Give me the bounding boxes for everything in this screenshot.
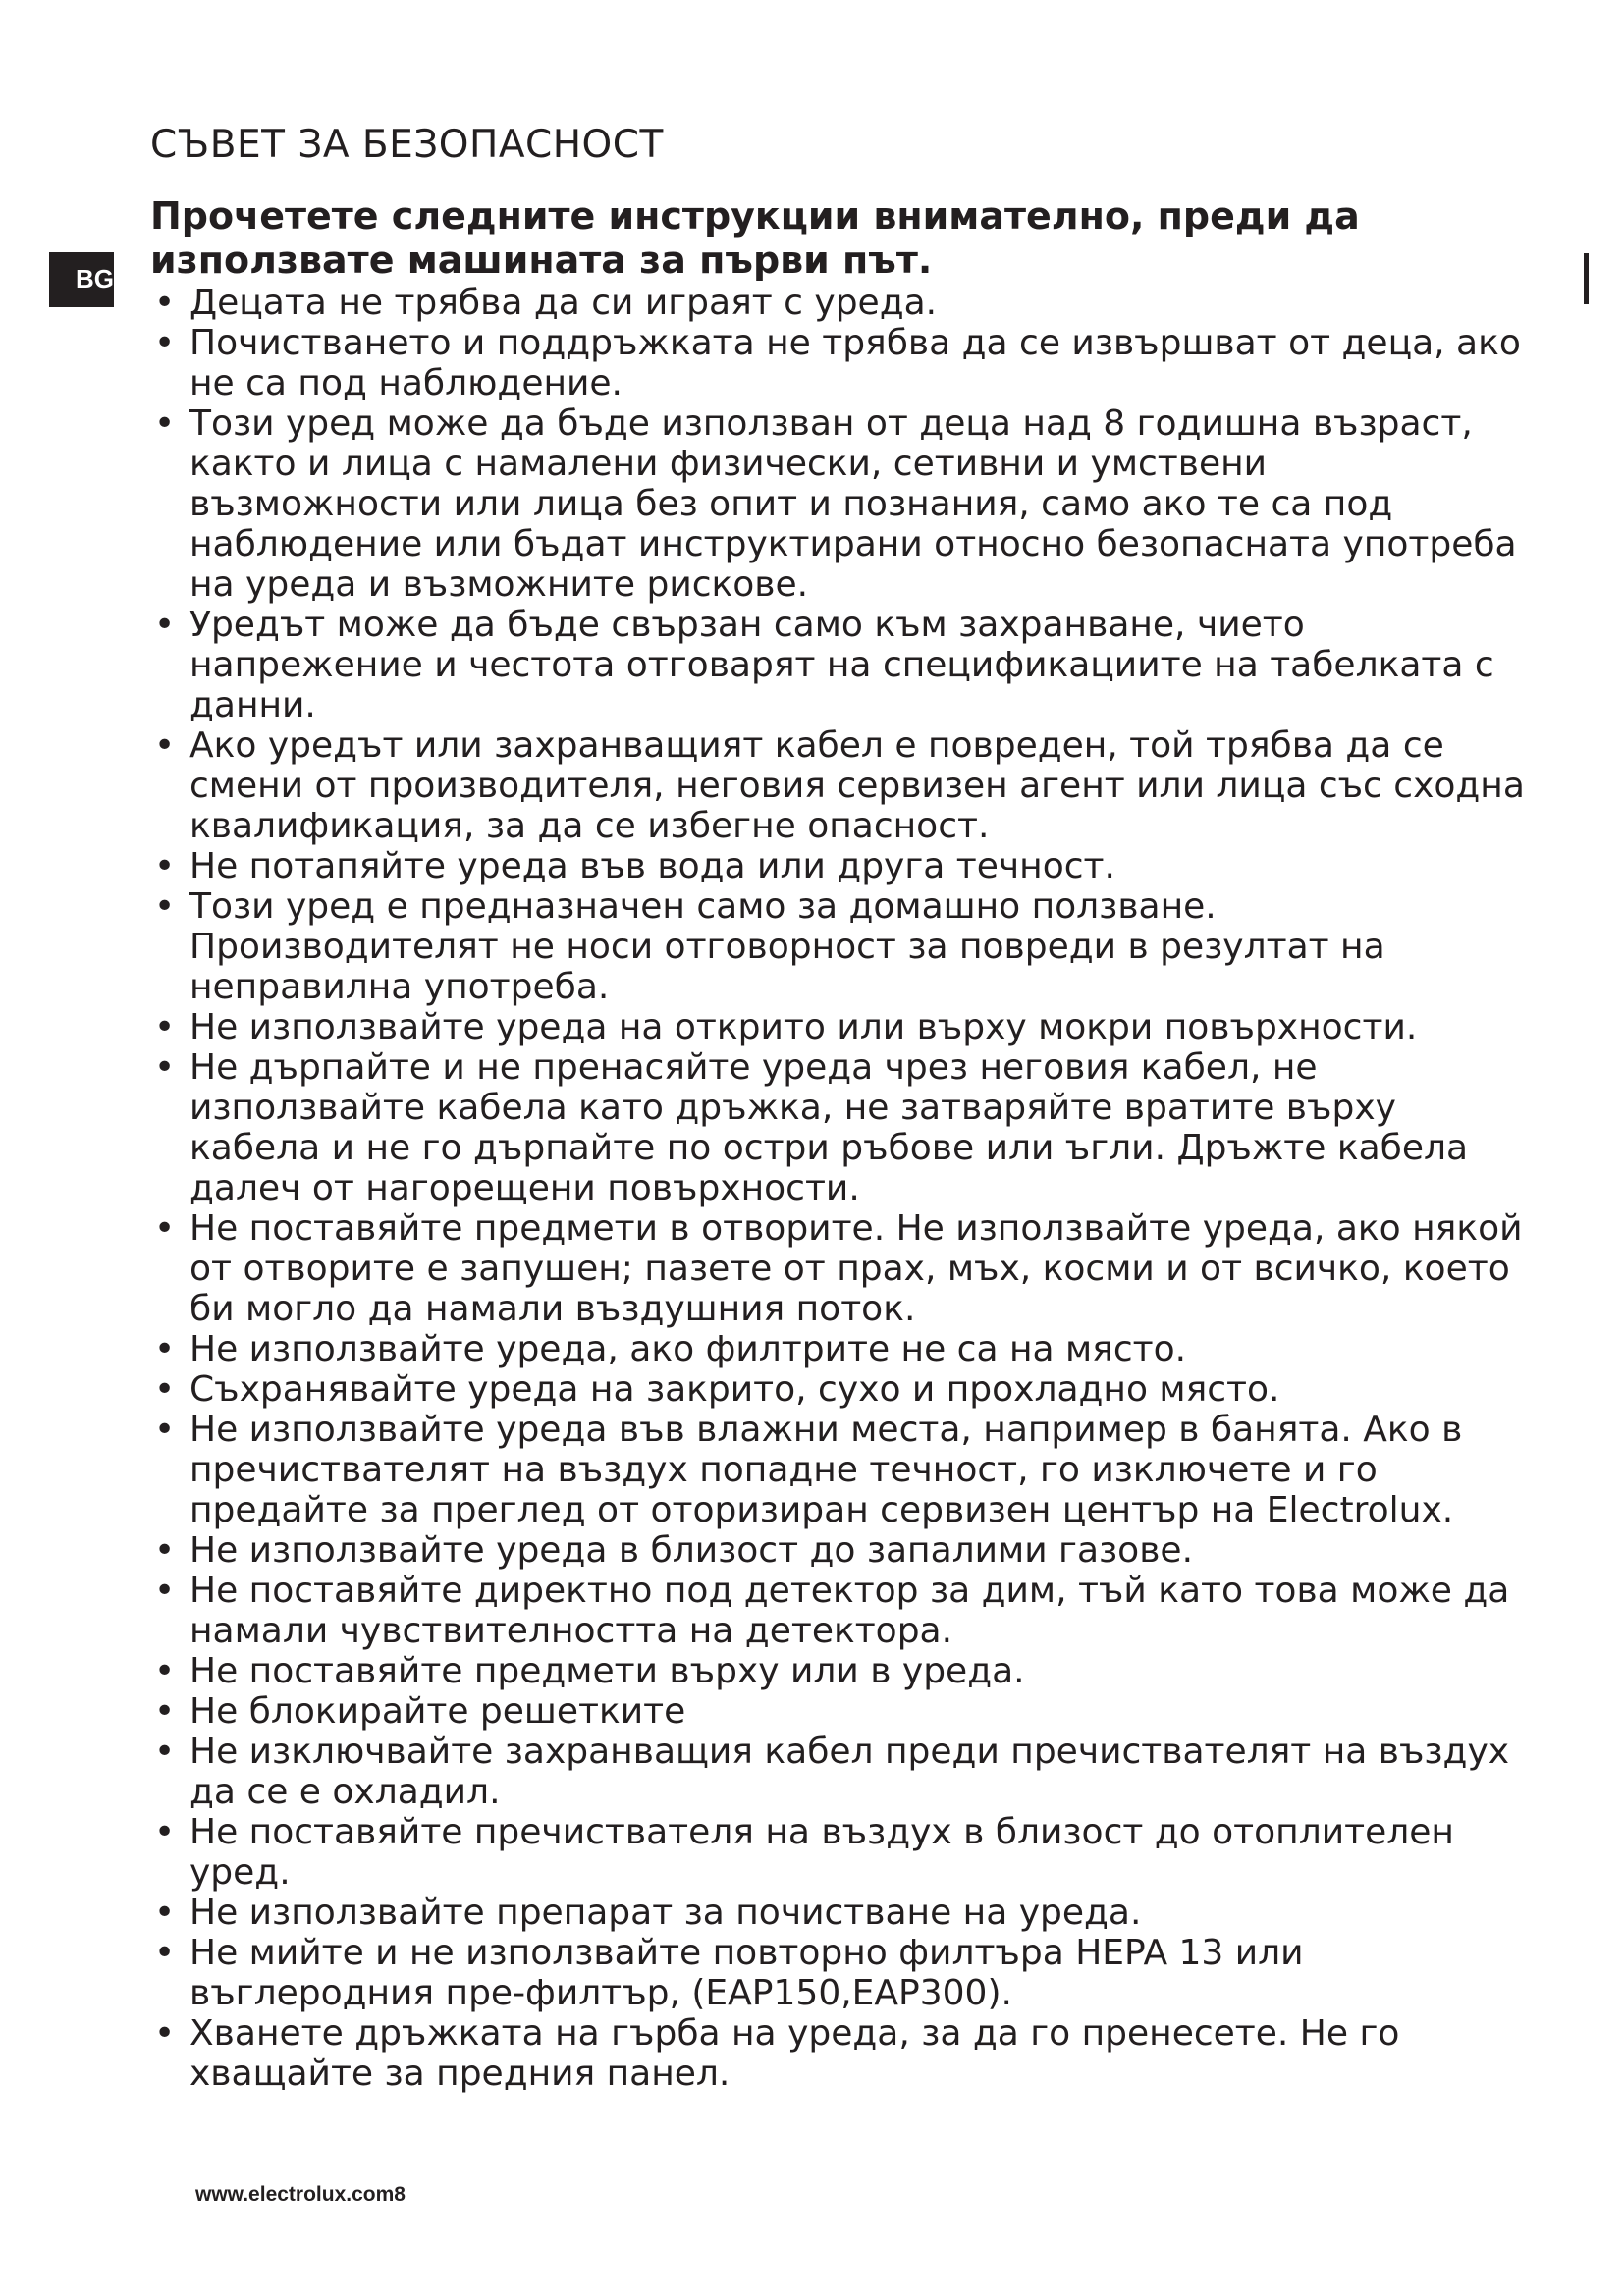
bullet-icon: • [154,725,176,766]
safety-rule-text: Не използвайте уреда в близост до запалими газове. [189,1530,1194,1571]
bullet-icon: • [154,403,176,444]
safety-rule-text: Не поставяйте пречиствателя на въздух в близост до отоплителен уред. [189,1812,1454,1893]
safety-rule [150,323,1525,403]
bullet-icon: • [154,1893,176,1933]
safety-rule [150,1893,1525,1933]
bullet-icon: • [154,1007,176,1047]
bullet-icon: • [154,1208,176,1249]
safety-rule [150,605,1525,725]
safety-rule [150,1007,1525,1047]
bullet-icon: • [154,886,176,927]
safety-rule [150,1933,1525,2013]
safety-rule [150,1732,1525,1812]
bullet-icon: • [154,1691,176,1732]
bullet-icon: • [154,1410,176,1450]
safety-rule [150,725,1525,846]
safety-rule-text: Почистването и поддръжката не трябва да се извършват от деца, ако не са под наблюдение. [189,323,1521,403]
safety-rule-text: Този уред може да бъде използван от деца над 8 годишна възраст, както и лица с намалени физически, сетивни и умствени възможности или лица без опит и познания, само ако те са под наблюдение или бъдат инструктирани относно безопасната употреба на уреда и възможните рискове. [189,403,1517,605]
bullet-icon: • [154,1812,176,1852]
bullet-icon: • [154,283,176,323]
bullet-icon: • [154,1732,176,1772]
safety-rule-text: Не използвайте уреда, ако филтрите не са на място. [189,1329,1187,1369]
safety-rule-text: Не използвайте препарат за почистване на уреда. [189,1893,1142,1933]
bullet-icon: • [154,1933,176,1973]
bullet-icon: • [154,1651,176,1691]
bullet-icon: • [154,1571,176,1611]
safety-rule [150,1410,1525,1530]
bullet-icon: • [154,846,176,886]
safety-rule [150,886,1525,1007]
safety-rule [150,846,1525,886]
safety-rule [150,1369,1525,1410]
safety-rule-text: Не поставяйте предмети върху или в уреда. [189,1651,1025,1691]
safety-rule [150,1329,1525,1369]
safety-rule [150,1530,1525,1571]
safety-rule [150,1691,1525,1732]
bullet-icon: • [154,323,176,363]
safety-rule-text: Не използвайте уреда на открито или върху мокри повърхности. [189,1007,1418,1047]
safety-rule-text: Не поставяйте директно под детектор за дим, тъй като това може да намали чувствителността на детектора. [189,1571,1510,1651]
safety-rule-text: Уредът може да бъде свързан само към захранване, чието напрежение и честота отговарят на спецификациите на табелката с данни. [189,605,1494,725]
safety-rule-text: Съхранявайте уреда на закрито, сухо и прохладно място. [189,1369,1280,1410]
safety-rules-list [150,283,1525,2094]
safety-rule-text: Не потапяйте уреда във вода или друга течност. [189,846,1115,886]
bullet-icon: • [154,1530,176,1571]
safety-rule-text: Този уред е предназначен само за домашно ползване. Производителят не носи отговорност за повреди в резултат на неправилна употреба. [189,886,1385,1007]
safety-rule-text: Не дърпайте и не пренасяйте уреда чрез неговия кабел, не използвайте кабела като дръжка, не затваряйте вратите върху кабела и не го дърпайте по остри ръбове или ъгли. Дръжте кабела далеч от нагорещени повърхности. [189,1047,1469,1208]
safety-rule-text: Не поставяйте предмети в отворите. Не използвайте уреда, ако някой от отворите е запушен; пазете от прах, мъх, косми и от всичко, което би могло да намали въздушния поток. [189,1208,1523,1329]
safety-rule [150,403,1525,605]
language-tab [49,252,114,307]
safety-rule [150,2013,1525,2094]
safety-rule [150,1812,1525,1893]
safety-rule [150,1651,1525,1691]
safety-rule-text: Не мийте и не използвайте повторно филтъра HEPA 13 или въглеродния пре-филтър, (EAP150,EAP300). [189,1933,1304,2013]
margin-marker [1584,253,1589,304]
safety-rule-text: Хванете дръжката на гърба на уреда, за да го пренесете. Не го хващайте за предния панел. [189,2013,1400,2094]
bullet-icon: • [154,1047,176,1088]
bullet-icon: • [154,2013,176,2054]
intro-text: Прочетете следните инструкции внимателно, преди да използвате машината за първи път. [150,194,1360,282]
bullet-icon: • [154,605,176,645]
footer-url: www.electrolux.com8 [195,2183,406,2206]
language-tab-label: BG [76,264,114,294]
safety-rule-text: Ако уредът или захранващият кабел е повреден, той трябва да се смени от производителя, неговия сервизен агент или лица със сходна квалификация, за да се избегне опасност. [189,725,1525,846]
safety-rule [150,283,1525,323]
safety-rule-text: Не използвайте уреда във влажни места, например в банята. Ако в пречиствателят на въздух попадне течност, го изключете и го предайте за преглед от оторизиран сервизен център на Electrolux. [189,1410,1463,1530]
safety-rule-text: Не изключвайте захранващия кабел преди пречиствателят на въздух да се е охладил. [189,1732,1510,1812]
safety-rule [150,1208,1525,1329]
safety-rule-text: Децата не трябва да си играят с уреда. [189,283,938,323]
safety-rule [150,1047,1525,1208]
safety-rule [150,1571,1525,1651]
safety-rule-text: Не блокирайте решетките [189,1691,686,1732]
bullet-icon: • [154,1369,176,1410]
page-title: СЪВЕТ ЗА БЕЗОПАСНОСТ [150,123,664,167]
bullet-icon: • [154,1329,176,1369]
